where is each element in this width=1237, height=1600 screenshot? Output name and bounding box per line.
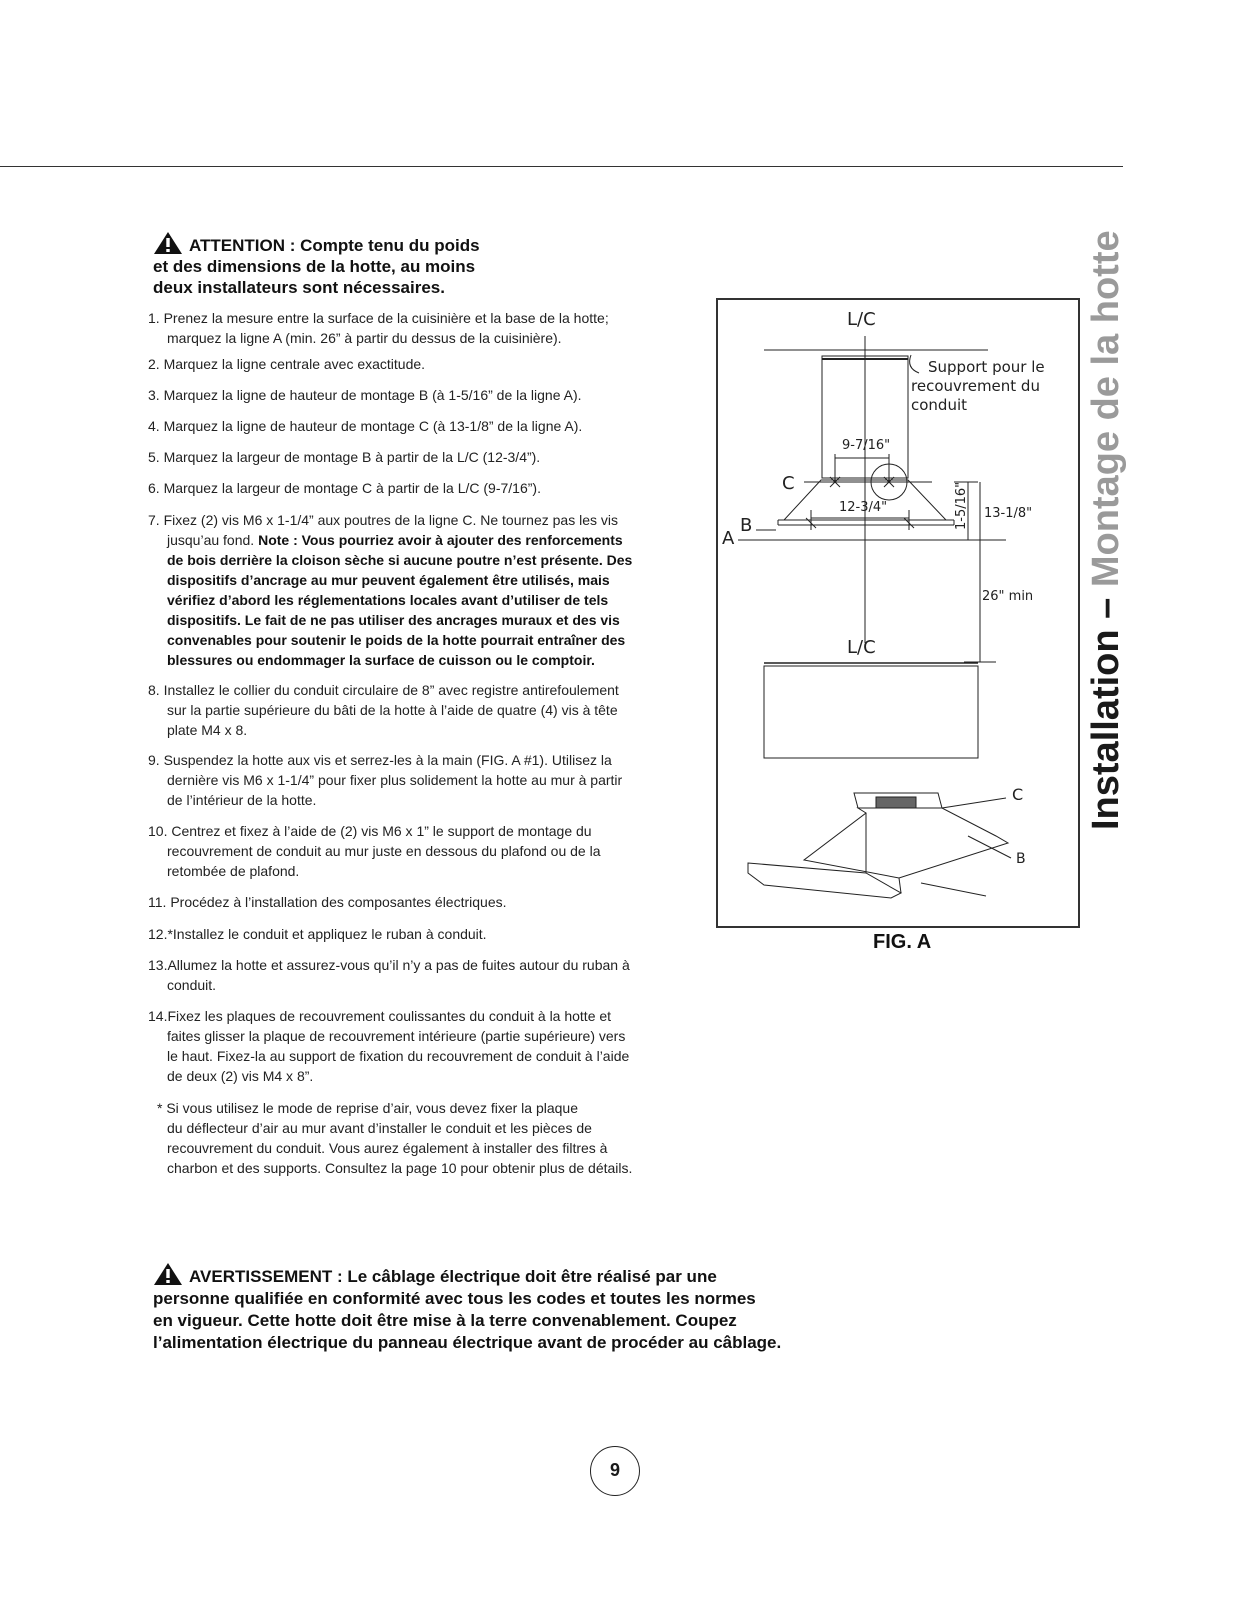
isometric-hood bbox=[748, 793, 1011, 898]
header-rule bbox=[0, 166, 1123, 167]
step-text: 4. Marquez la ligne de hauteur de montage C (à 13-1/8” de la ligne A). bbox=[148, 418, 583, 434]
dim-12-3-4: 12-3/4" bbox=[839, 500, 888, 515]
step-text: recouvrement du conduit. Vous aurez également à installer des filtres à bbox=[167, 1140, 608, 1156]
support-leader bbox=[910, 355, 919, 373]
step-text: 7. Fixez (2) vis M6 x 1-1/4” aux poutres de la ligne C. Ne tournez pas les vis bbox=[148, 512, 618, 528]
step-note: de bois derrière la cloison sèche si aucune poutre n’est présente. Des bbox=[167, 552, 633, 568]
section-title-part1: Installation – bbox=[1085, 587, 1127, 830]
step-text: recouvrement de conduit au mur juste en dessous du plafond ou de la bbox=[167, 843, 601, 859]
step-text: plate M4 x 8. bbox=[167, 722, 248, 738]
lc-bottom-label: L/C bbox=[847, 637, 876, 658]
dim-26-min: 26" min bbox=[982, 589, 1034, 604]
step-1 bbox=[148, 308, 708, 348]
label-c: C bbox=[782, 473, 795, 494]
step-11 bbox=[148, 892, 708, 912]
support-label-3: conduit bbox=[911, 396, 968, 414]
step-text: de l’intérieur de la hotte. bbox=[167, 792, 317, 808]
step-10 bbox=[148, 821, 708, 881]
electrical-warning bbox=[153, 1262, 781, 1354]
step-5 bbox=[148, 447, 708, 467]
step-text: conduit. bbox=[167, 977, 217, 993]
step-note: Note : Vous pourriez avoir à ajouter des renforcements bbox=[258, 532, 623, 548]
dim-9-7-16: 9-7/16" bbox=[842, 438, 891, 453]
label-b: B bbox=[740, 515, 753, 536]
step-6 bbox=[148, 478, 708, 498]
warning-line-3: en vigueur. Cette hotte doit être mise à la terre convenablement. Coupez bbox=[153, 1311, 737, 1330]
section-title bbox=[1085, 230, 1128, 830]
step-9 bbox=[148, 750, 708, 810]
label-a: A bbox=[722, 528, 735, 549]
step-text: 11. Procédez à l’installation des composantes électriques. bbox=[148, 894, 507, 910]
support-label-2: recouvrement du bbox=[911, 377, 1040, 395]
step-2 bbox=[148, 354, 708, 374]
recirculation-note bbox=[157, 1098, 717, 1178]
step-text: charbon et des supports. Consultez la page 10 pour obtenir plus de détails. bbox=[167, 1160, 633, 1176]
step-text: sur la partie supérieure du bâti de la hotte à l’aide de quatre (4) vis à tête bbox=[167, 702, 618, 718]
step-text: dernière vis M6 x 1-1/4” pour fixer plus solidement la hotte au mur à partir bbox=[167, 772, 623, 788]
step-text: le haut. Fixez-la au support de fixation du recouvrement de conduit à l’aide bbox=[167, 1048, 630, 1064]
step-text: 14.Fixez les plaques de recouvrement coulissantes du conduit à la hotte et bbox=[148, 1008, 612, 1024]
attention-line-1: ATTENTION : Compte tenu du poids bbox=[189, 236, 480, 255]
step-note: convenables pour soutenir le poids de la hotte pourrait entraîner des bbox=[167, 632, 626, 648]
lc-top-label: L/C bbox=[847, 309, 876, 330]
step-note: dispositifs d’ancrage au mur peuvent également être utilisés, mais bbox=[167, 572, 610, 588]
step-text: 8. Installez le collier du conduit circulaire de 8” avec registre antirefoulement bbox=[148, 682, 619, 698]
step-text: 5. Marquez la largeur de montage B à partir de la L/C (12-3/4”). bbox=[148, 449, 541, 465]
step-text: jusqu’au fond. bbox=[167, 532, 259, 548]
step-text: * Si vous utilisez le mode de reprise d’air, vous devez fixer la plaque bbox=[157, 1100, 578, 1116]
step-3 bbox=[148, 385, 708, 405]
section-title-part2: Montage de la hotte bbox=[1085, 230, 1127, 588]
attention-line-2: et des dimensions de la hotte, au moins bbox=[153, 257, 476, 276]
warning-icon bbox=[153, 231, 183, 255]
step-note: dispositifs. Le fait de ne pas utiliser des ancrages muraux et des vis bbox=[167, 612, 620, 628]
attention-line-3: deux installateurs sont nécessaires. bbox=[153, 278, 445, 297]
step-text: 13.Allumez la hotte et assurez-vous qu’il n’y a pas de fuites autour du ruban à bbox=[148, 957, 630, 973]
step-text: 1. Prenez la mesure entre la surface de la cuisinière et la base de la hotte; bbox=[148, 310, 609, 326]
step-13 bbox=[148, 955, 708, 995]
step-text: marquez la ligne A (min. 26” à partir du dessus de la cuisinière). bbox=[167, 330, 562, 346]
warning-line-2: personne qualifiée en conformité avec tous les codes et toutes les normes bbox=[153, 1289, 756, 1308]
step-note: blessures ou endommager la surface de cuisson ou le comptoir. bbox=[167, 652, 595, 668]
support-label-1: Support pour le bbox=[928, 358, 1045, 376]
step-text: de deux (2) vis M4 x 8”. bbox=[167, 1068, 314, 1084]
step-12 bbox=[148, 924, 708, 944]
step-text: 2. Marquez la ligne centrale avec exactitude. bbox=[148, 356, 426, 372]
step-text: 12.*Installez le conduit et appliquez le ruban à conduit. bbox=[148, 926, 487, 942]
figure-a-diagram bbox=[716, 298, 1080, 928]
figure-caption: FIG. A bbox=[873, 931, 932, 953]
page-number: 9 bbox=[590, 1446, 640, 1496]
step-text: retombée de plafond. bbox=[167, 863, 300, 879]
iso-label-c: C bbox=[1012, 785, 1024, 804]
step-8 bbox=[148, 680, 708, 740]
warning-line-1: AVERTISSEMENT : Le câblage électrique doit être réalisé par une bbox=[189, 1267, 717, 1286]
step-text: du déflecteur d’air au mur avant d’installer le conduit et les pièces de bbox=[167, 1120, 592, 1136]
step-text: faites glisser la plaque de recouvrement intérieure (partie supérieure) vers bbox=[167, 1028, 626, 1044]
warning-icon bbox=[153, 1262, 183, 1286]
iso-label-b: B bbox=[1016, 851, 1026, 867]
attention-notice bbox=[153, 231, 480, 298]
step-7 bbox=[148, 510, 708, 670]
cooktop-outline bbox=[764, 666, 978, 758]
step-text: 3. Marquez la ligne de hauteur de montage B (à 1-5/16” de la ligne A). bbox=[148, 387, 582, 403]
warning-line-4: l’alimentation électrique du panneau électrique avant de procéder au câblage. bbox=[153, 1333, 782, 1352]
step-4 bbox=[148, 416, 708, 436]
step-note: vérifiez d’abord les réglementations locales avant d’utiliser de tels bbox=[167, 592, 609, 608]
step-text: 6. Marquez la largeur de montage C à partir de la L/C (9-7/16”). bbox=[148, 480, 541, 496]
step-text: 10. Centrez et fixez à l’aide de (2) vis M6 x 1” le support de montage du bbox=[148, 823, 592, 839]
step-14 bbox=[148, 1006, 708, 1086]
dim-1-5-16: 1-5/16" bbox=[954, 481, 969, 530]
dim-13-1-8: 13-1/8" bbox=[984, 506, 1033, 521]
step-text: 9. Suspendez la hotte aux vis et serrez-les à la main (FIG. A #1). Utilisez la bbox=[148, 752, 612, 768]
